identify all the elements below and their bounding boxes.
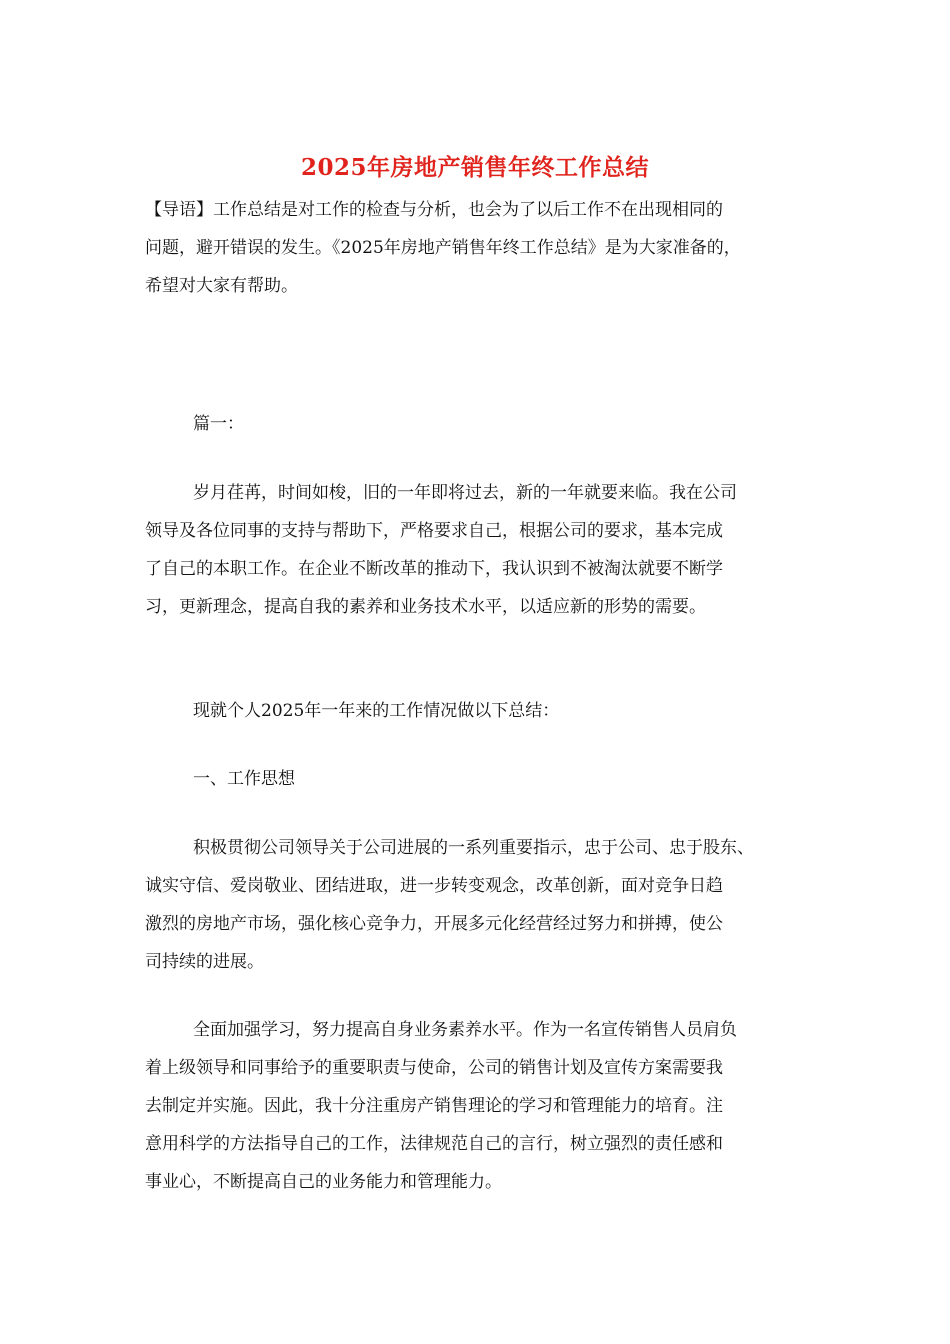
paragraph-line: 岁月荏苒，时间如梭，旧的一年即将过去，新的一年就要来临。我在公司 xyxy=(193,483,737,503)
paragraph-line: 诚实守信、爱岗敬业、团结进取，进一步转变观念，改革创新，面对竞争日趋 xyxy=(145,876,723,896)
paragraph-line: 去制定并实施。因此，我十分注重房产销售理论的学习和管理能力的培育。注 xyxy=(145,1096,723,1116)
intro-line: 希望对大家有帮助。 xyxy=(145,276,298,296)
paragraph-line: 全面加强学习，努力提高自身业务素养水平。作为一名宣传销售人员肩负 xyxy=(193,1020,737,1040)
intro-line: 【导语】工作总结是对工作的检查与分析，也会为了以后工作不在出现相同的 xyxy=(145,200,723,220)
paragraph-line: 了自己的本职工作。在企业不断改革的推动下，我认识到不被淘汰就要不断学 xyxy=(145,559,723,579)
paragraph-line: 意用科学的方法指导自己的工作，法律规范自己的言行，树立强烈的责任感和 xyxy=(145,1134,723,1154)
paragraph-line: 现就个人2025年一年来的工作情况做以下总结： xyxy=(193,701,560,721)
paragraph-line: 激烈的房地产市场，强化核心竞争力，开展多元化经营经过努力和拼搏，使公 xyxy=(145,914,723,934)
paragraph-line: 习，更新理念，提高自我的素养和业务技术水平，以适应新的形势的需要。 xyxy=(145,597,706,617)
paragraph-line: 领导及各位同事的支持与帮助下，严格要求自己，根据公司的要求，基本完成 xyxy=(145,521,723,541)
section-label: 篇一： xyxy=(193,414,244,434)
paragraph-line: 积极贯彻公司领导关于公司进展的一系列重要指示，忠于公司、忠于股东、 xyxy=(193,838,754,858)
paragraph-line: 着上级领导和同事给予的重要职责与使命，公司的销售计划及宣传方案需要我 xyxy=(145,1058,723,1078)
paragraph-line: 司持续的进展。 xyxy=(145,952,264,972)
document-title: 2025年房地产销售年终工作总结 xyxy=(300,154,649,181)
paragraph-line: 事业心，不断提高自己的业务能力和管理能力。 xyxy=(145,1172,502,1192)
intro-line: 问题，避开错误的发生。《2025年房地产销售年终工作总结》是为大家准备的， xyxy=(145,238,741,258)
section-heading: 一、工作思想 xyxy=(193,769,295,789)
